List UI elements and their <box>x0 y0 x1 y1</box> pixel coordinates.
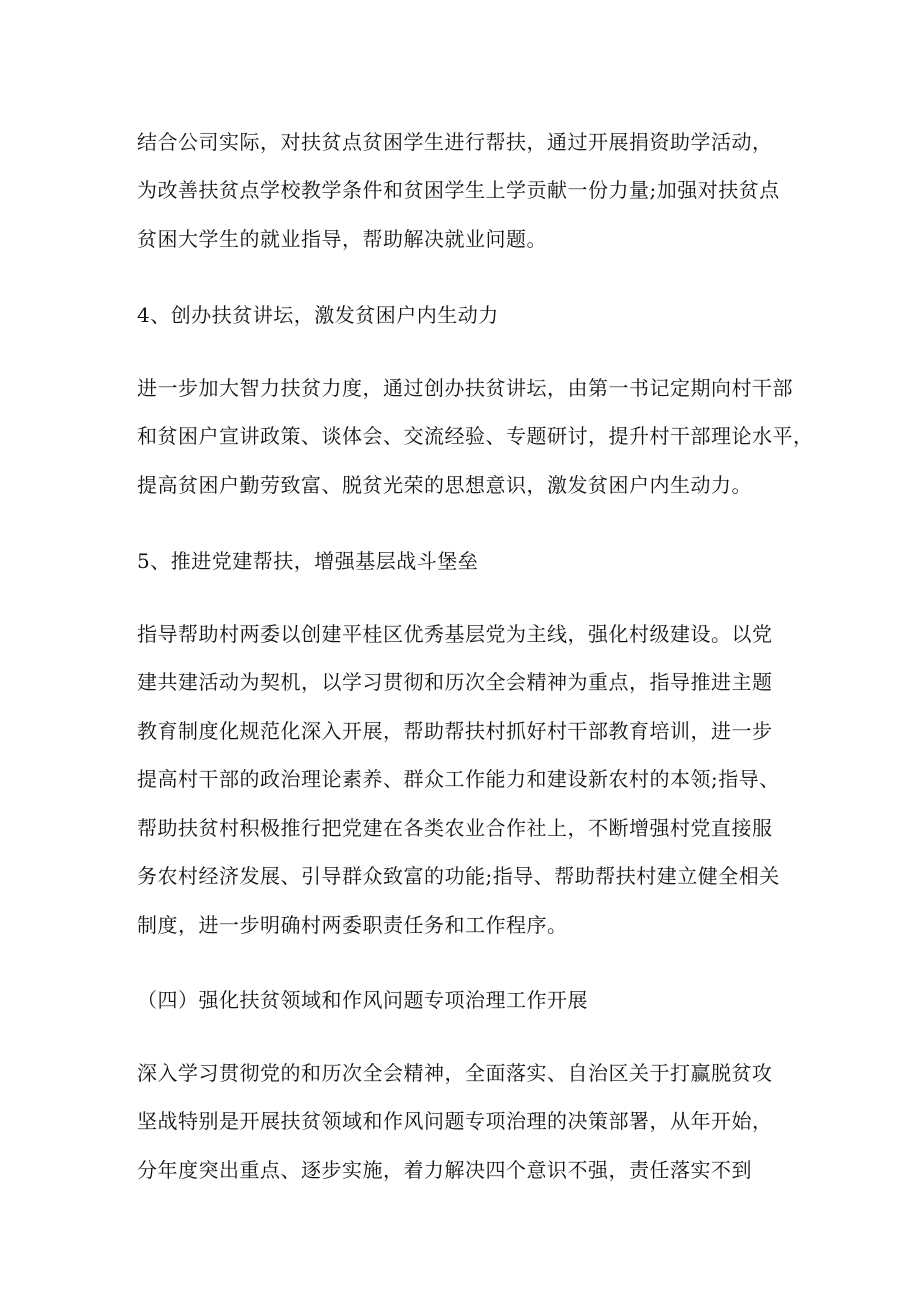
body-text-line: 提高村干部的政治理论素养、群众工作能力和建设新农村的本领;指导、 <box>137 767 780 791</box>
body-text-line: 教育制度化规范化深入开展，帮助帮扶村抓好村干部教育培训，进一步 <box>137 719 773 743</box>
body-text-line: 制度，进一步明确村两委职责任务和工作程序。 <box>137 913 568 937</box>
section-heading: 5、推进党建帮扶，增强基层战斗堡垒 <box>137 549 479 573</box>
section-heading: 4、创办扶贫讲坛，激发贫困户内生动力 <box>137 303 499 327</box>
body-text-line: 帮助扶贫村积极推行把党建在各类农业合作社上，不断增强村党直接服 <box>137 816 773 840</box>
body-text-line: 坚战特别是开展扶贫领域和作风问题专项治理的决策部署，从年开始， <box>137 1109 773 1133</box>
body-text-line: 结合公司实际，对扶贫点贫困学生进行帮扶，通过开展捐资助学活动， <box>137 130 773 154</box>
body-text-line: 深入学习贯彻党的和历次全会精神，全面落实、自治区关于打赢脱贫攻 <box>137 1061 773 1085</box>
body-text-line: 务农村经济发展、引导群众致富的功能;指导、帮助帮扶村建立健全相关 <box>137 864 780 888</box>
body-text-line: 和贫困户宣讲政策、谈体会、交流经验、专题研讨，提升村干部理论水平， <box>137 424 814 448</box>
section-heading: （四）强化扶贫领域和作风问题专项治理工作开展 <box>137 988 588 1012</box>
body-text-line: 分年度突出重点、逐步实施，着力解决四个意识不强，责任落实不到 <box>137 1158 752 1182</box>
body-text-line: 进一步加大智力扶贫力度，通过创办扶贫讲坛，由第一书记定期向村干部 <box>137 376 793 400</box>
body-text-line: 建共建活动为契机，以学习贯彻和历次全会精神为重点，指导推进主题 <box>137 670 773 694</box>
body-text-line: 贫困大学生的就业指导，帮助解决就业问题。 <box>137 227 547 251</box>
body-text-line: 指导帮助村两委以创建平桂区优秀基层党为主线，强化村级建设。以党 <box>137 622 773 646</box>
body-text-line: 为改善扶贫点学校教学条件和贫困学生上学贡献一份力量;加强对扶贫点 <box>137 178 780 202</box>
body-text-line: 提高贫困户勤劳致富、脱贫光荣的思想意识，激发贫困户内生动力。 <box>137 473 752 497</box>
